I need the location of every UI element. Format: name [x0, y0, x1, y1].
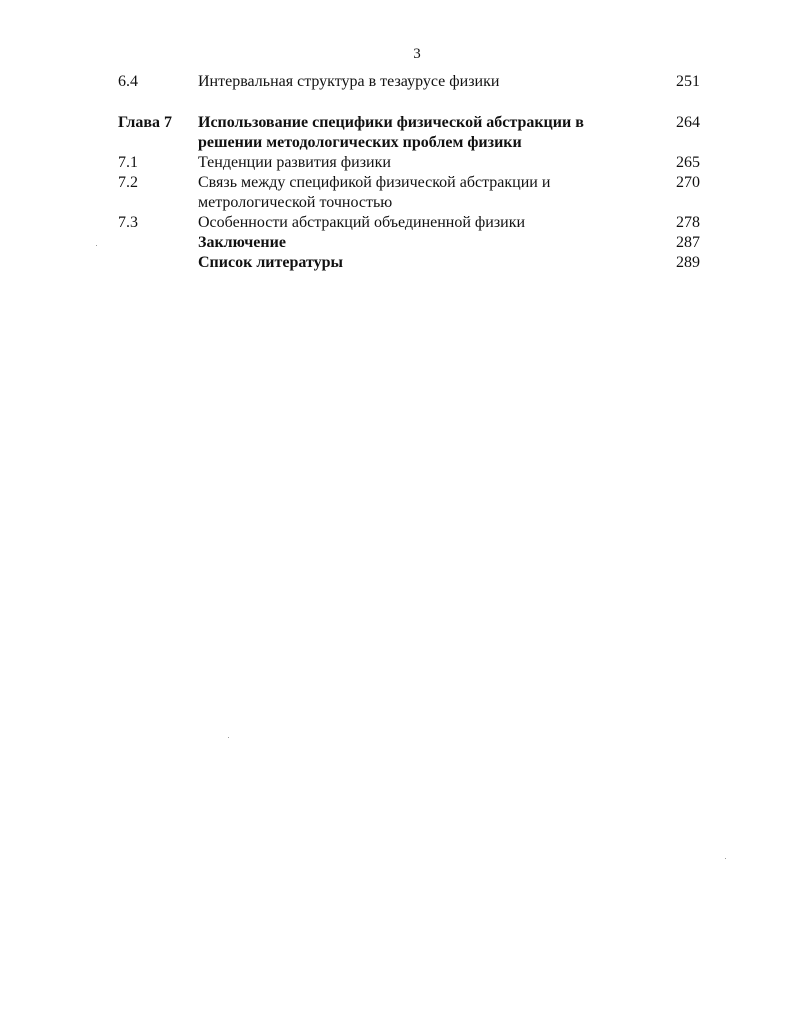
toc-entry-6-4 — [118, 72, 700, 92]
toc-entry-title: Особенности абстракций объединенной физики — [198, 214, 526, 231]
toc-entry-conclusion — [118, 233, 700, 253]
table-of-contents — [118, 72, 700, 273]
toc-entry-title: Использование специфики физической абстракции в решении методологических проблем физики — [198, 114, 584, 151]
toc-entry-title: Заключение — [198, 234, 286, 251]
scan-speck — [725, 858, 726, 859]
toc-entry-number: 6.4 — [118, 73, 138, 90]
toc-entry-7-1 — [118, 153, 700, 173]
toc-entry-title: Тенденции развития физики — [198, 154, 391, 171]
toc-entry-page: 264 — [676, 114, 700, 131]
toc-entry-page: 278 — [676, 214, 700, 231]
toc-entry-page: 251 — [676, 73, 700, 90]
scan-speck — [228, 737, 229, 738]
toc-entry-title: Интервальная структура в тезаурусе физики — [198, 73, 500, 90]
toc-entry-7-2 — [118, 173, 700, 213]
scan-speck — [96, 245, 97, 246]
toc-entry-chapter-7 — [118, 113, 700, 153]
toc-entry-page: 287 — [676, 234, 700, 251]
toc-entry-number: 7.1 — [118, 154, 138, 171]
toc-entry-bibliography — [118, 253, 700, 273]
toc-entry-number: 7.3 — [118, 214, 138, 231]
page-number: 3 — [413, 46, 421, 62]
toc-entry-page: 265 — [676, 154, 700, 171]
toc-entry-number: 7.2 — [118, 174, 138, 191]
toc-entry-page: 270 — [676, 174, 700, 191]
toc-entry-title: Связь между спецификой физической абстракции и метрологической точностью — [198, 174, 551, 211]
toc-entry-number: Глава 7 — [118, 114, 172, 131]
toc-entry-title: Список литературы — [198, 254, 343, 271]
toc-entry-page: 289 — [676, 254, 700, 271]
toc-entry-7-3 — [118, 213, 700, 233]
